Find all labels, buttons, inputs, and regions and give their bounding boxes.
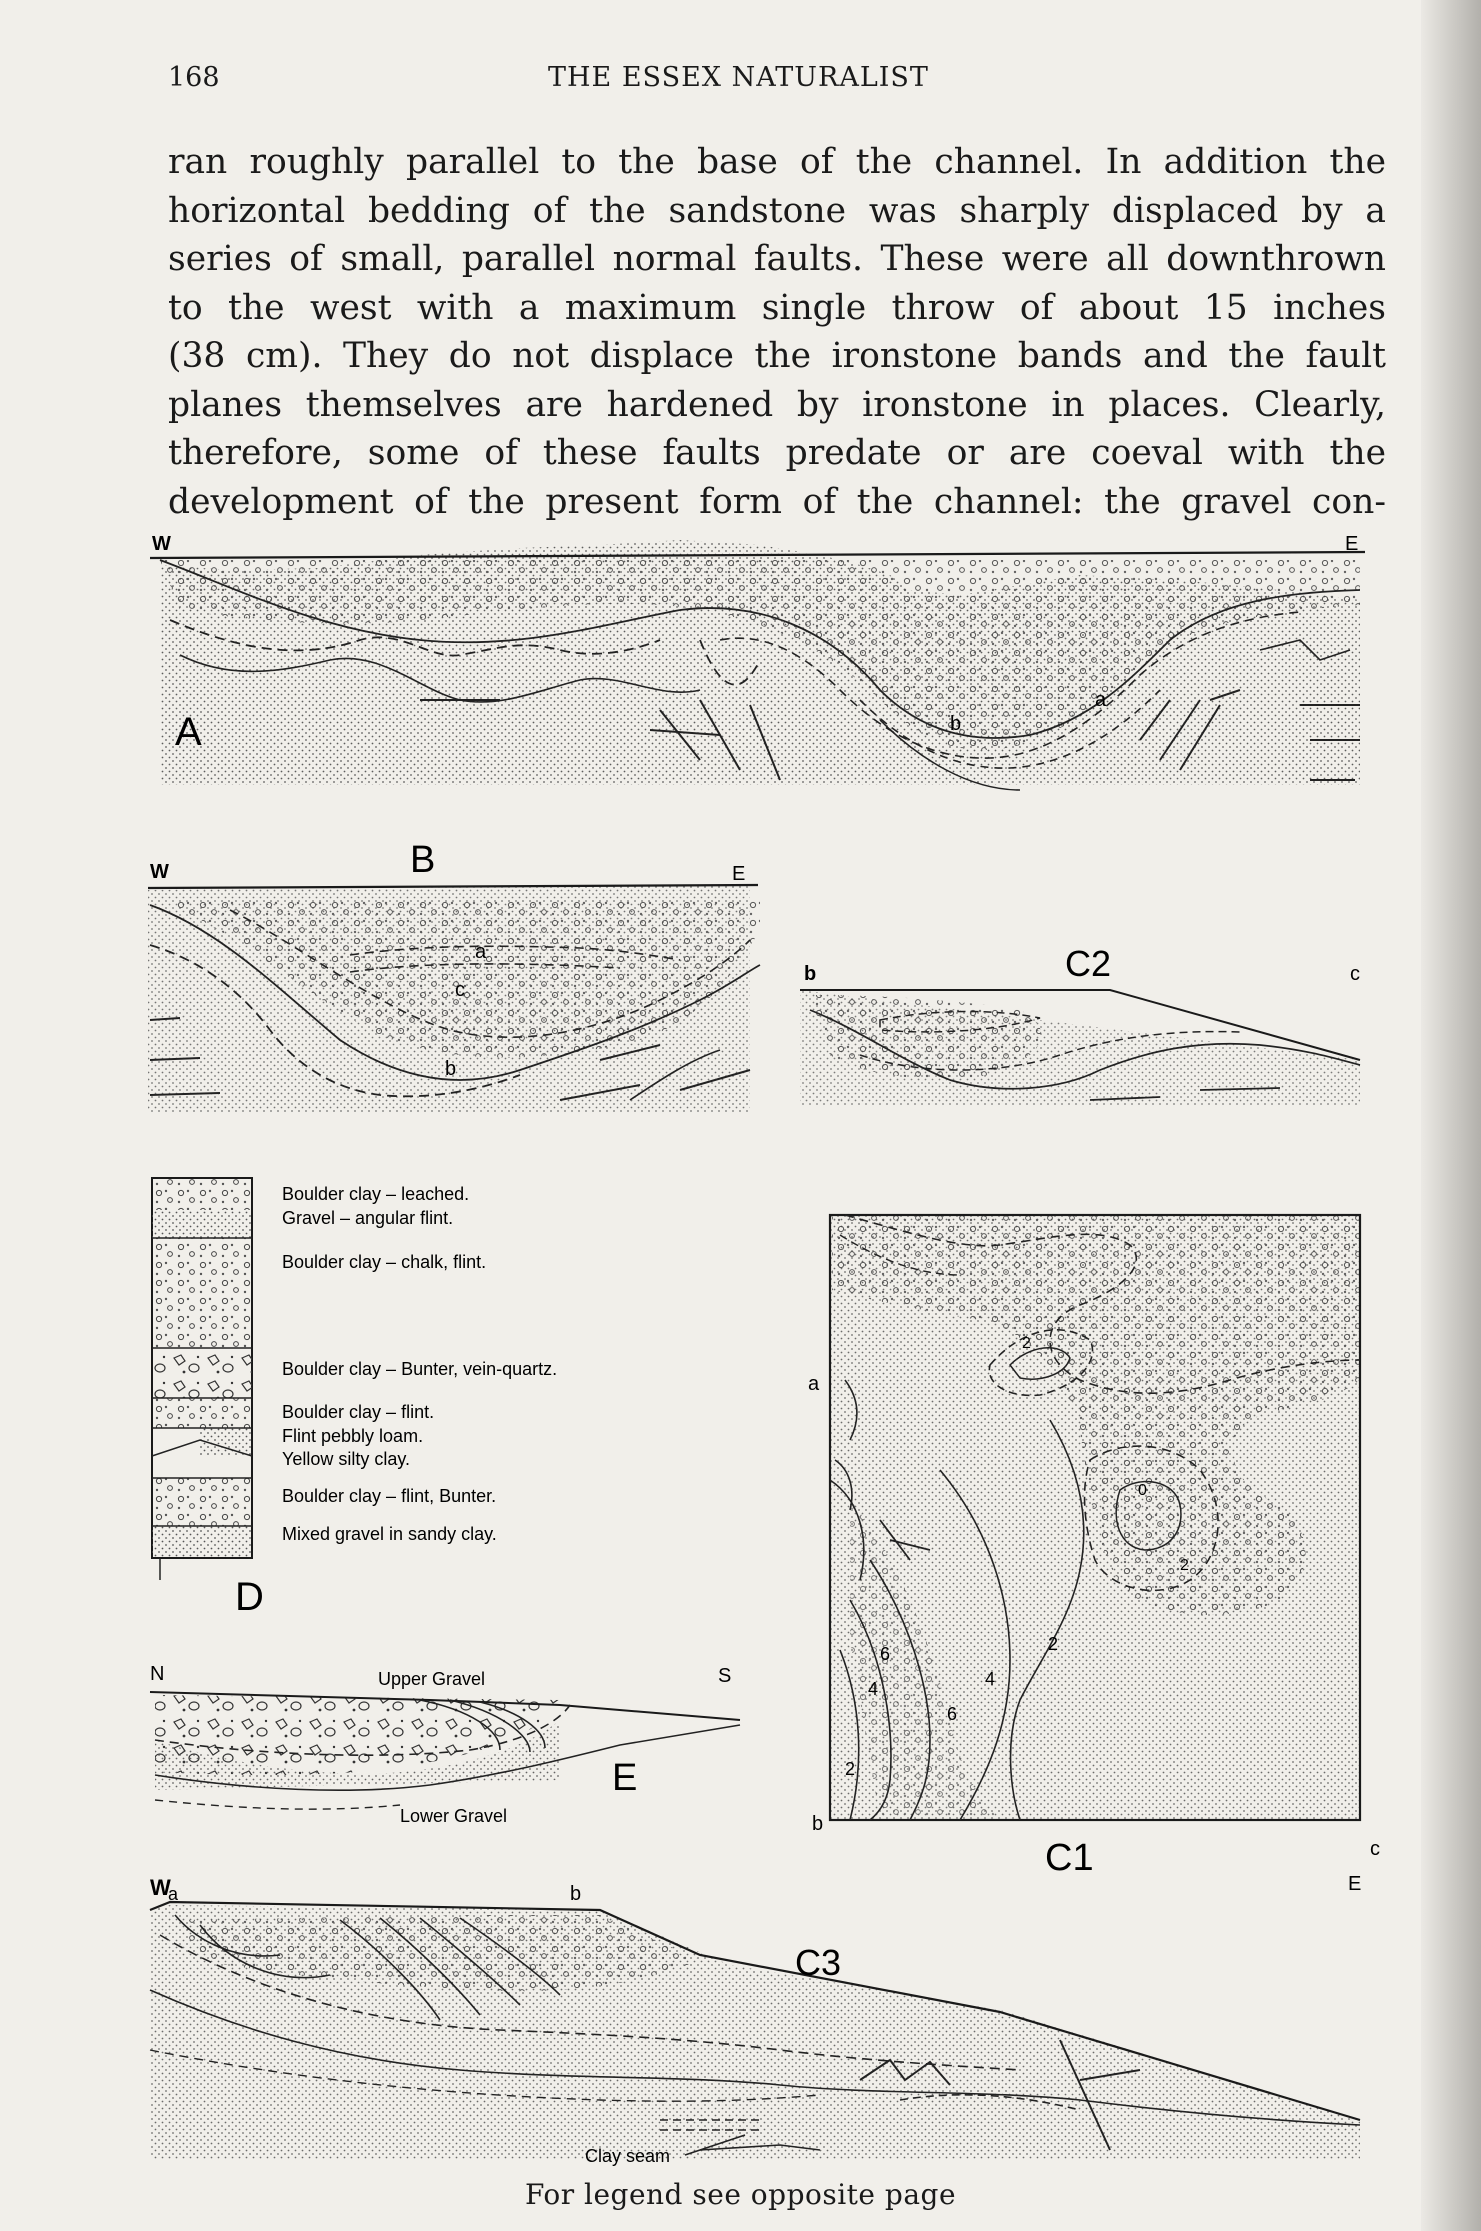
section-b (148, 839, 760, 1112)
section-c3-clay-seam-label: Clay seam (585, 2146, 671, 2166)
text-line: therefore, some of these faults predate or are coeval with the (168, 433, 1386, 473)
section-e (150, 1663, 740, 1826)
legend-d-item-3: Boulder clay – Bunter, vein-quartz. (282, 1359, 558, 1379)
section-c2-left-label: b (804, 963, 817, 985)
section-b-east-label: E (732, 863, 746, 885)
section-e-upper-label: Upper Gravel (378, 1669, 486, 1689)
section-c3-unit-b: b (570, 1883, 582, 1905)
section-a (150, 533, 1365, 790)
legend-d-label: D (235, 1575, 264, 1619)
legend-d-item-1: Gravel – angular flint. (282, 1208, 454, 1228)
text-line: to the west with a maximum single throw of about 15 inches (168, 287, 1386, 328)
legend-d-item-7: Boulder clay – flint, Bunter. (282, 1486, 497, 1506)
section-b-unit-a: a (475, 941, 487, 963)
legend-d-item-2: Boulder clay – chalk, flint. (282, 1252, 487, 1272)
legend-d-item-8: Mixed gravel in sandy clay. (282, 1524, 497, 1544)
section-c2-label: C2 (1065, 943, 1112, 984)
section-c3 (150, 1873, 1361, 2166)
figure-caption: For legend see opposite page (524, 2178, 957, 2211)
map-c1-corner-b: b (812, 1813, 824, 1835)
legend-d-item-0: Boulder clay – leached. (282, 1184, 470, 1204)
section-e-south-label: S (718, 1665, 732, 1687)
section-e-label: E (612, 1757, 638, 1799)
map-c1 (808, 1215, 1380, 1879)
section-c2 (800, 943, 1360, 1105)
map-c1-contour-0: 0 (1138, 1482, 1147, 1499)
map-c1-contour-2b: 2 (1180, 1557, 1189, 1574)
legend-d-column (152, 1178, 557, 1619)
section-c3-label: C3 (795, 1942, 842, 1983)
section-e-north-label: N (150, 1663, 165, 1685)
section-a-unit-a: a (1095, 689, 1107, 711)
section-b-label: B (410, 839, 436, 881)
text-line: planes themselves are hardened by ironstone in places. Clearly, (168, 384, 1386, 425)
map-c1-contour-4b: 4 (985, 1669, 996, 1689)
map-c1-contour-2d: 2 (1048, 1634, 1059, 1654)
journal-title: THE ESSEX NATURALIST (548, 62, 929, 93)
map-c1-contour-6a: 6 (880, 1644, 891, 1664)
text-line: ran roughly parallel to the base of the channel. In addition the (168, 142, 1386, 182)
text-line: series of small, parallel normal faults. These were all downthrown (168, 239, 1386, 279)
section-a-west-label: W (152, 533, 171, 555)
map-c1-contour-6b: 6 (947, 1704, 958, 1724)
section-a-label: A (175, 710, 202, 754)
map-c1-contour-4a: 4 (868, 1679, 879, 1699)
section-a-east-label: E (1345, 533, 1359, 555)
map-c1-contour-2c: 2 (845, 1759, 856, 1779)
section-b-west-label: W (150, 861, 169, 883)
text-line: (38 cm). They do not displace the ironstone bands and the fault (168, 336, 1386, 376)
section-c3-east-label: E (1348, 1873, 1362, 1895)
map-c1-contour-2: 2 (1022, 1335, 1031, 1352)
page-number: 168 (168, 62, 220, 93)
section-b-unit-b: b (445, 1058, 457, 1080)
legend-d-item-4: Boulder clay – flint. (282, 1402, 435, 1422)
text-line: horizontal bedding of the sandstone was sharply displaced by a (168, 190, 1386, 231)
section-e-lower-label: Lower Gravel (400, 1806, 508, 1826)
legend-d-item-6: Yellow silty clay. (282, 1449, 411, 1469)
section-b-unit-c: c (455, 979, 465, 1001)
section-c3-west-label: W (150, 1875, 171, 1900)
section-c3-unit-a: a (168, 1884, 179, 1904)
legend-d-item-5: Flint pebbly loam. (282, 1426, 424, 1446)
map-c1-corner-a: a (808, 1373, 820, 1395)
section-c2-right-label: c (1350, 963, 1360, 985)
text-line: development of the present form of the channel: the gravel con- (168, 481, 1386, 522)
section-a-unit-b: b (950, 713, 962, 735)
map-c1-corner-c: c (1370, 1838, 1380, 1860)
map-c1-label: C1 (1045, 1837, 1094, 1879)
